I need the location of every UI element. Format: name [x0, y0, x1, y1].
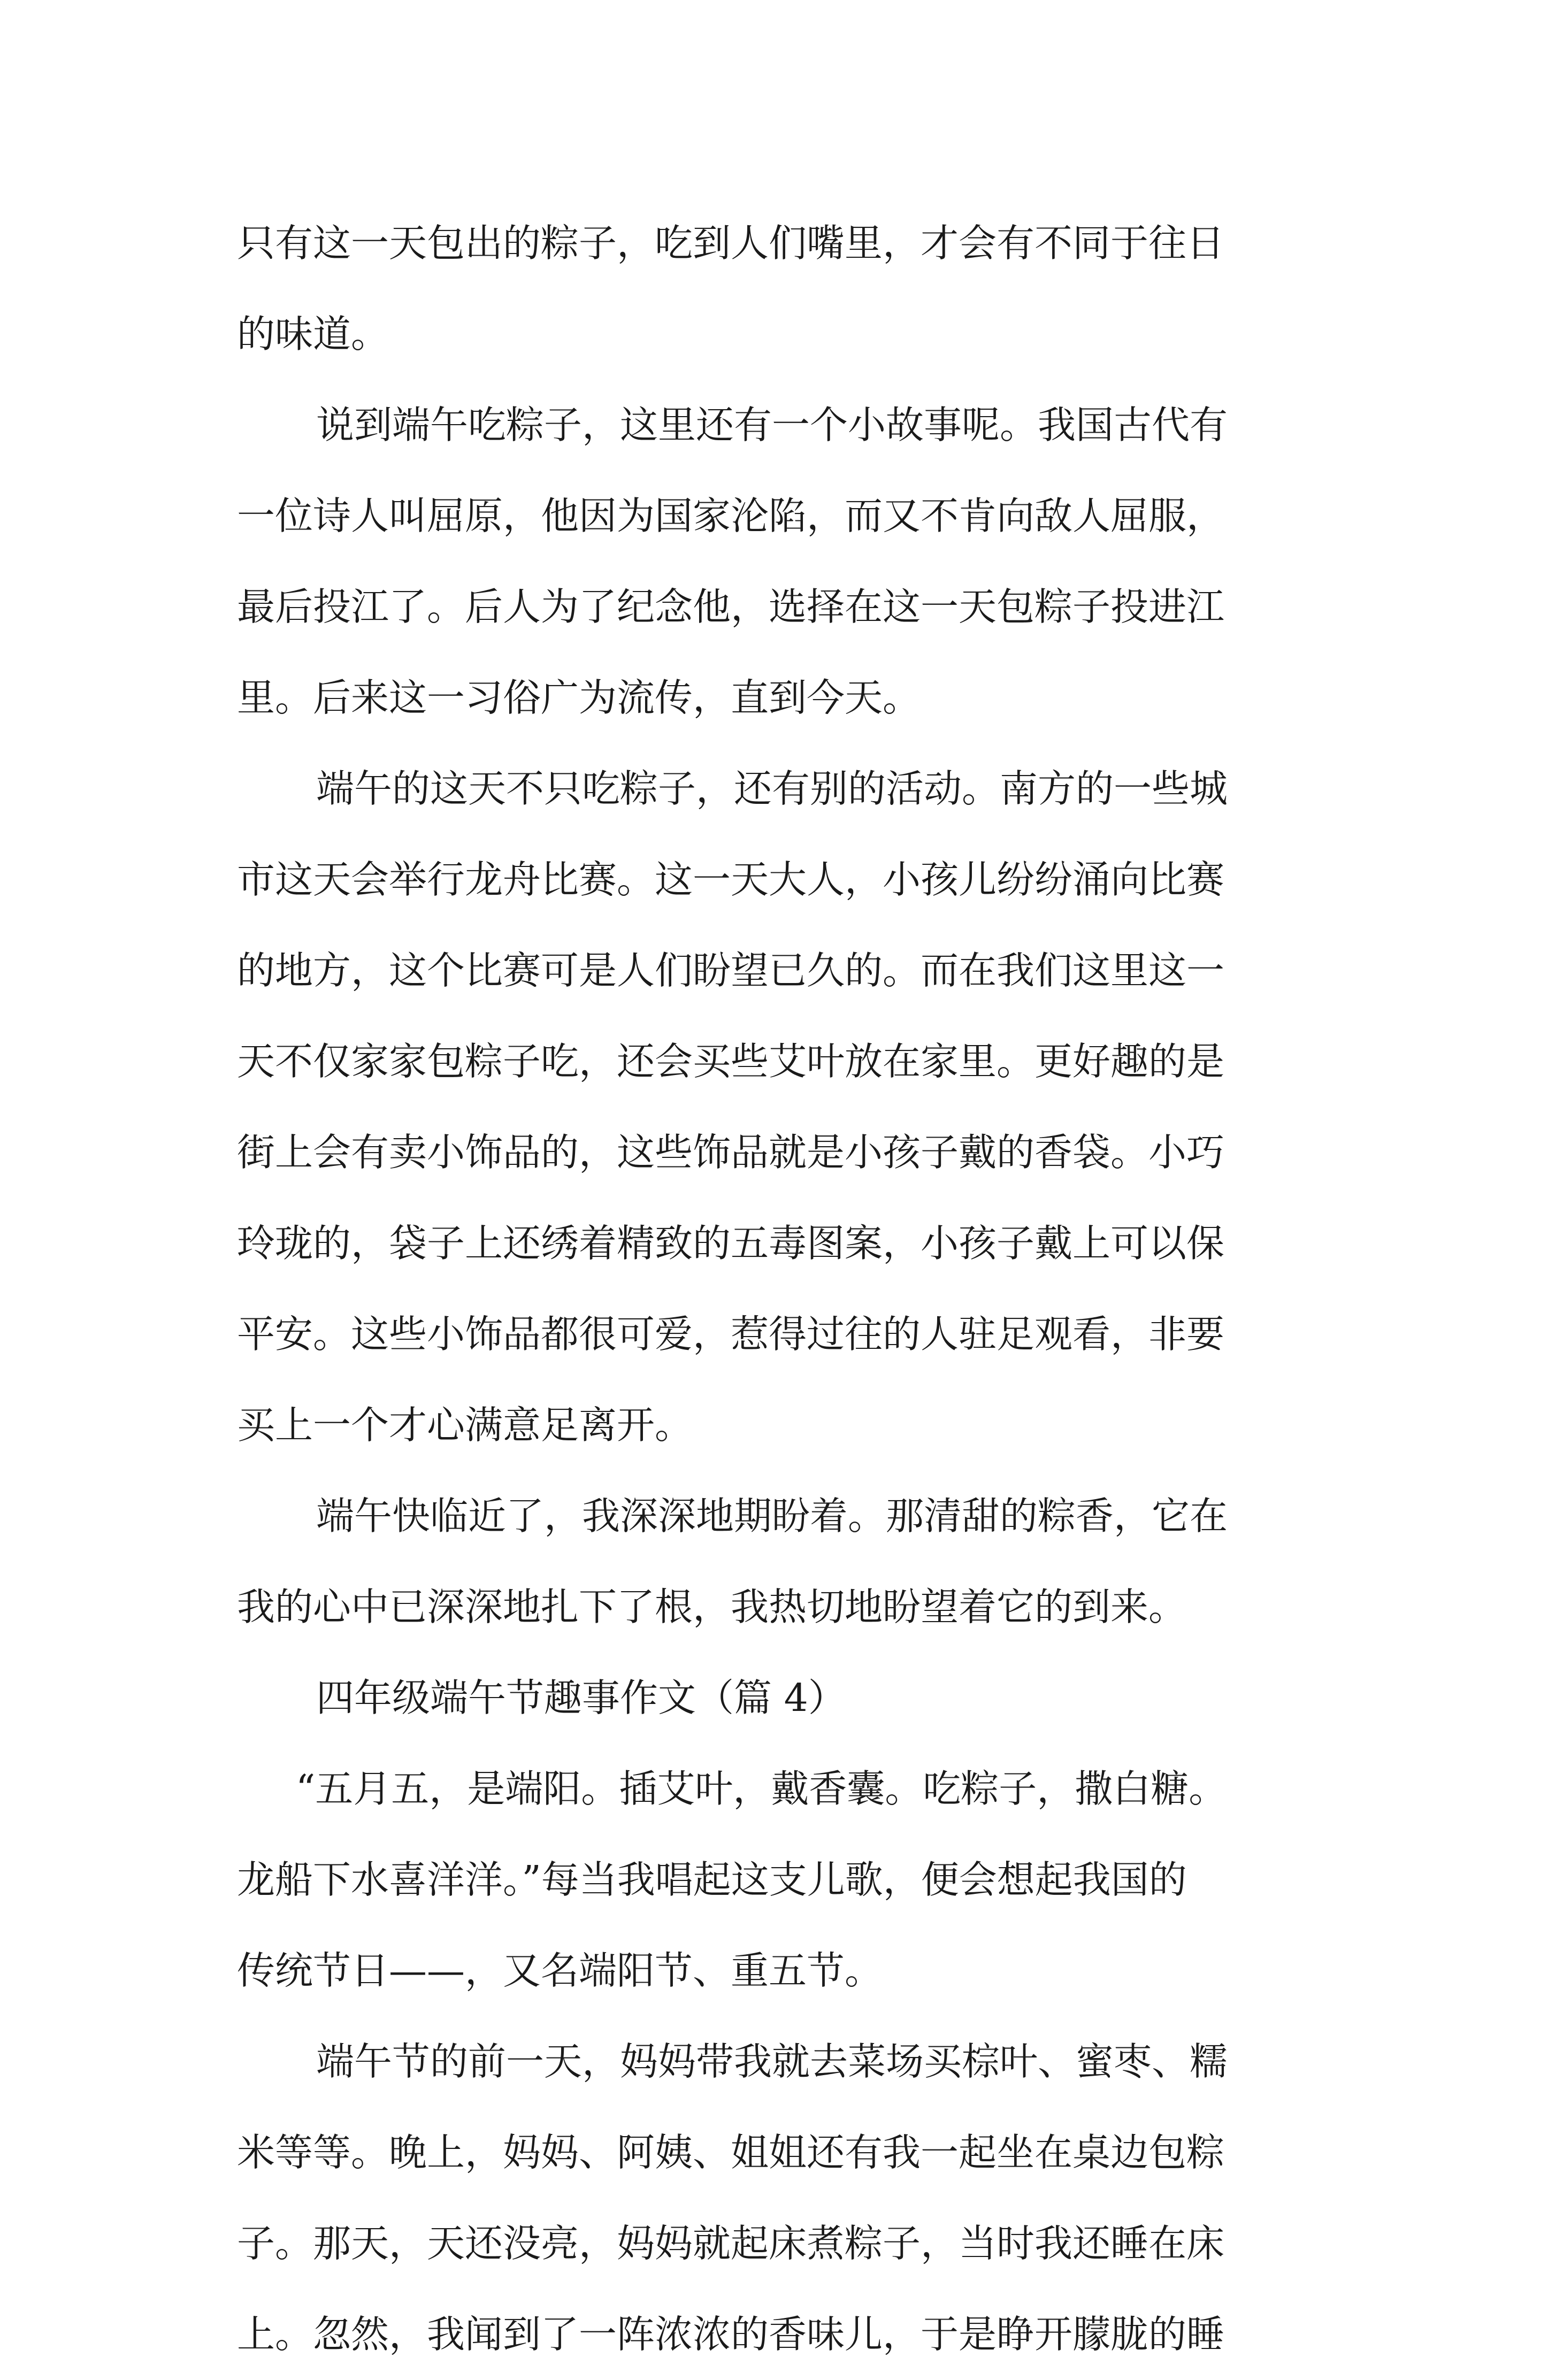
text-line: 子。那天，天还没亮，妈妈就起床煮粽子，当时我还睡在床	[237, 2221, 1225, 2266]
text-line: 我的心中已深深地扎下了根，我热切地盼望着它的到来。	[237, 1585, 1187, 1629]
paragraph-start-line: 端午的这天不只吃粽子，还有别的活动。南方的一些城	[316, 766, 1228, 811]
text-line: 龙船下水喜洋洋。”每当我唱起这支儿歌，便会想起我国的	[237, 1857, 1187, 1902]
text-line: 玲珑的，袋子上还绣着精致的五毒图案，小孩子戴上可以保	[237, 1221, 1225, 1265]
paragraph-start-line: 端午快临近了，我深深地期盼着。那清甜的粽香，它在	[316, 1494, 1228, 1538]
text-line: 的地方，这个比赛可是人们盼望已久的。而在我们这里这一	[237, 948, 1225, 993]
text-line: 一位诗人叫屈原，他因为国家沦陷，而又不肯向敌人屈服，	[237, 494, 1225, 538]
text-line: 天不仅家家包粽子吃，还会买些艾叶放在家里。更好趣的是	[237, 1039, 1225, 1084]
text-line: 传统节日——，又名端阳节、重五节。	[237, 1948, 883, 1993]
paragraph-start-line: “五月五，是端阳。插艾叶，戴香囊。吃粽子，撒白糖。	[296, 1767, 1227, 1811]
text-line: 最后投江了。后人为了纪念他，选择在这一天包粽子投进江	[237, 585, 1225, 629]
section-heading: 四年级端午节趣事作文（篇 4）	[316, 1676, 846, 1720]
text-line: 买上一个才心满意足离开。	[237, 1403, 693, 1447]
text-line: 市这天会举行龙舟比赛。这一天大人，小孩儿纷纷涌向比赛	[237, 857, 1225, 902]
text-line: 上。忽然，我闻到了一阵浓浓的香味儿，于是睁开朦胧的睡	[237, 2312, 1225, 2356]
paragraph-start-line: 说到端午吃粽子，这里还有一个小故事呢。我国古代有	[316, 403, 1228, 447]
document-body	[237, 198, 1328, 2380]
text-line: 米等等。晚上，妈妈、阿姨、姐姐还有我一起坐在桌边包粽	[237, 2130, 1225, 2175]
text-line: 里。后来这一习俗广为流传，直到今天。	[237, 675, 921, 720]
text-line: 平安。这些小饰品都很可爱，惹得过往的人驻足观看，非要	[237, 1312, 1225, 1356]
paragraph-start-line: 端午节的前一天，妈妈带我就去菜场买棕叶、蜜枣、糯	[316, 2039, 1228, 2084]
text-line: 的味道。	[237, 312, 389, 356]
text-line: 只有这一天包出的粽子，吃到人们嘴里，才会有不同于往日	[237, 221, 1225, 265]
text-line: 街上会有卖小饰品的，这些饰品就是小孩子戴的香袋。小巧	[237, 1130, 1225, 1174]
